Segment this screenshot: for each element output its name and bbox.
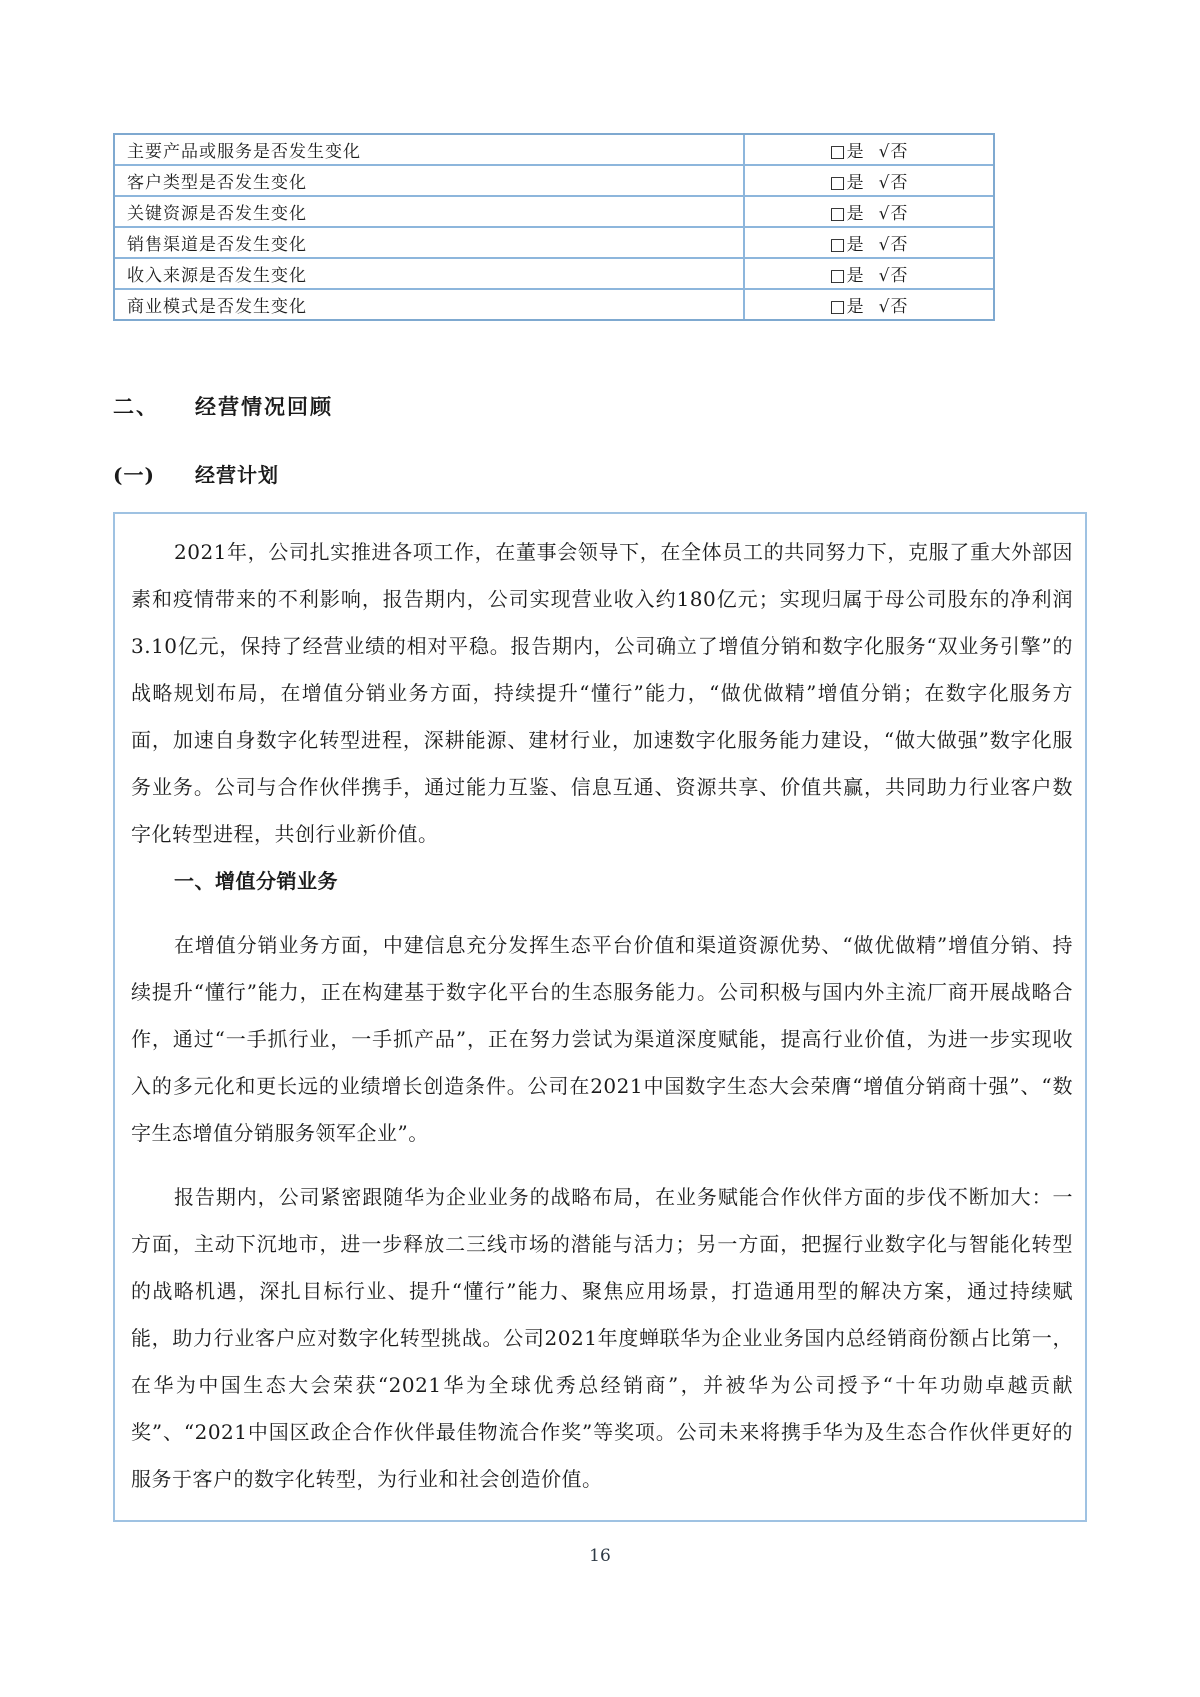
change-question: 关键资源是否发生变化 [115,197,745,226]
change-answer [745,135,993,164]
table-row [115,259,993,290]
checkbox-no-option: √否 [878,142,909,162]
value-added-distribution-subheading: 一、增值分销业务 [174,869,338,893]
section-heading [113,391,333,421]
review-paragraph-1: 2021年，公司扎实推进各项工作，在董事会领导下，在全体员工的共同努力下，克服了重大外部因素和疫情带来的不利影响，报告期内，公司实现营业收入约180亿元；实现归属于母公司股东的净利润3.10亿元，保持了经营业绩的相对平稳。报告期内，公司确立了增值分销和数字化服务“双业务引擎”的战略规划布局，在增值分销业务方面，持续提升“懂行”能力，“做优做精”增值分销；在数字化服务方面，加速自身数字化转型进程，深耕能源、建材行业，加速数字化服务能力建设，“做大做强”数字化服务业务。公司与合作伙伴携手，通过能力互鉴、信息互通、资源共享、价值共赢，共同助力行业客户数字化转型进程，共创行业新价值。 [131,540,1073,846]
change-question: 主要产品或服务是否发生变化 [115,135,745,164]
checkbox-no-option: √否 [878,297,909,317]
table-row [115,228,993,259]
checkbox-yes-option: □是 [829,235,865,255]
section-title: 经营情况回顾 [195,394,333,419]
table-row [115,197,993,228]
table-row [115,135,993,166]
subsection-number: (一) [113,463,155,487]
checkbox-yes-option: □是 [829,266,865,286]
checkbox-no-option: √否 [878,235,909,255]
checkbox-yes-option: □是 [829,204,865,224]
checkbox-no-option: √否 [878,204,909,224]
subsection-title: 经营计划 [195,463,279,487]
change-answer [745,290,993,319]
review-paragraph-3: 报告期内，公司紧密跟随华为企业业务的战略布局，在业务赋能合作伙伴方面的步伐不断加大：一方面，主动下沉地市，进一步释放二三线市场的潜能与活力；另一方面，把握行业数字化与智能化转型的战略机遇，深扎目标行业、提升“懂行”能力、聚焦应用场景，打造通用型的解决方案，通过持续赋能，助力行业客户应对数字化转型挑战。公司2021年度蝉联华为企业业务国内总经销商份额占比第一，在华为中国生态大会荣获“2021华为全球优秀总经销商”，并被华为公司授予“十年功勋卓越贡献奖”、“2021中国区政企合作伙伴最佳物流合作奖”等奖项。公司未来将携手华为及生态合作伙伴更好的服务于客户的数字化转型，为行业和社会创造价值。 [131,1185,1073,1491]
change-answer [745,166,993,195]
change-answer [745,228,993,257]
subsection-heading [113,459,279,488]
change-answer [745,259,993,288]
checkbox-yes-option: □是 [829,297,865,317]
section-number: 二、 [113,394,159,419]
business-change-table [113,133,995,321]
change-question: 收入来源是否发生变化 [115,259,745,288]
checkbox-no-option: √否 [878,173,909,193]
operating-review-box [113,512,1087,1522]
table-row [115,290,993,319]
review-paragraph-2: 在增值分销业务方面，中建信息充分发挥生态平台价值和渠道资源优势、“做优做精”增值分销、持续提升“懂行”能力，正在构建基于数字化平台的生态服务能力。公司积极与国内外主流厂商开展战略合作，通过“一手抓行业，一手抓产品”，正在努力尝试为渠道深度赋能，提高行业价值，为进一步实现收入的多元化和更长远的业绩增长创造条件。公司在2021中国数字生态大会荣膺“增值分销商十强”、“数字生态增值分销服务领军企业”。 [131,933,1073,1145]
checkbox-no-option: √否 [878,266,909,286]
table-row [115,166,993,197]
change-question: 商业模式是否发生变化 [115,290,745,319]
checkbox-yes-option: □是 [829,142,865,162]
change-question: 客户类型是否发生变化 [115,166,745,195]
change-answer [745,197,993,226]
page-number: 16 [589,1546,611,1566]
checkbox-yes-option: □是 [829,173,865,193]
change-question: 销售渠道是否发生变化 [115,228,745,257]
